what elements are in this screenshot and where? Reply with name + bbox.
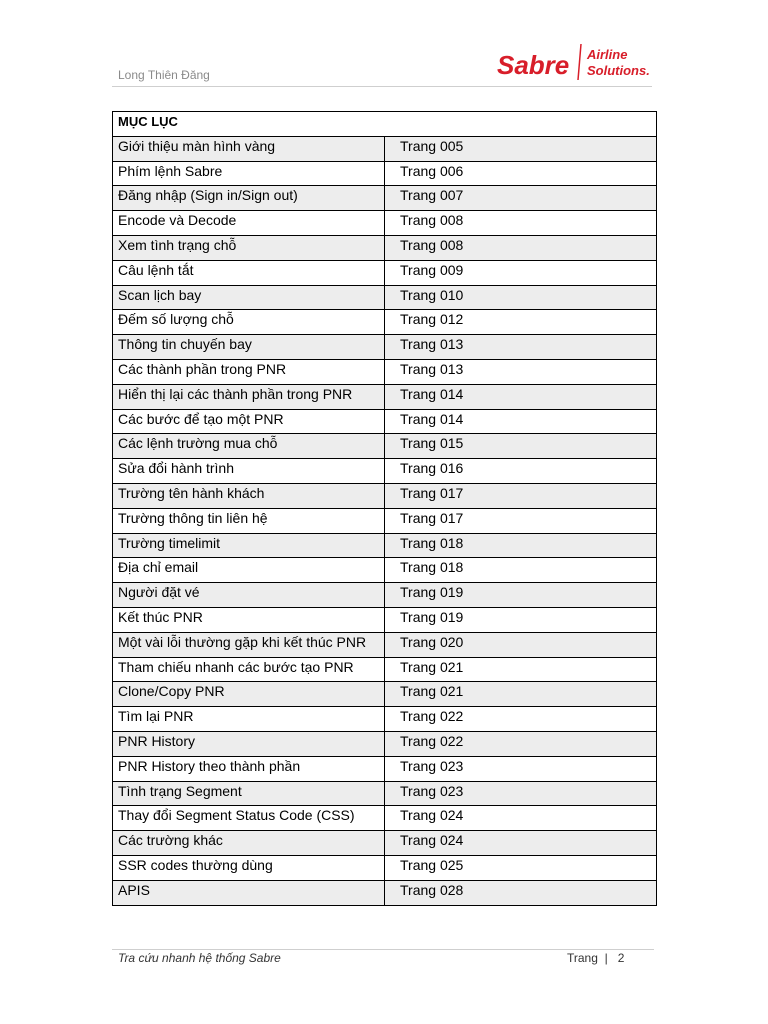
toc-topic: Địa chỉ email bbox=[113, 558, 385, 583]
toc-topic: Clone/Copy PNR bbox=[113, 682, 385, 707]
toc-page: Trang 008 bbox=[385, 235, 657, 260]
toc-page: Trang 024 bbox=[385, 831, 657, 856]
table-row bbox=[113, 533, 657, 558]
toc-page: Trang 018 bbox=[385, 558, 657, 583]
toc-page: Trang 014 bbox=[385, 384, 657, 409]
toc-topic: Thay đổi Segment Status Code (CSS) bbox=[113, 806, 385, 831]
table-row bbox=[113, 831, 657, 856]
toc-topic: Sửa đổi hành trình bbox=[113, 459, 385, 484]
footer-page-number bbox=[567, 951, 624, 965]
toc-topic: PNR History bbox=[113, 731, 385, 756]
table-row bbox=[113, 682, 657, 707]
toc-title: MỤC LỤC bbox=[113, 112, 657, 137]
table-row bbox=[113, 657, 657, 682]
table-row bbox=[113, 558, 657, 583]
table-row bbox=[113, 161, 657, 186]
toc-page: Trang 008 bbox=[385, 211, 657, 236]
toc-page: Trang 024 bbox=[385, 806, 657, 831]
toc-topic: Các bước để tạo một PNR bbox=[113, 409, 385, 434]
toc-page: Trang 020 bbox=[385, 632, 657, 657]
table-row bbox=[113, 781, 657, 806]
toc-topic: Trường timelimit bbox=[113, 533, 385, 558]
toc-page: Trang 013 bbox=[385, 335, 657, 360]
toc-topic: Câu lệnh tắt bbox=[113, 260, 385, 285]
toc-page: Trang 022 bbox=[385, 731, 657, 756]
table-row bbox=[113, 756, 657, 781]
table-row bbox=[113, 186, 657, 211]
table-row bbox=[113, 409, 657, 434]
table-row bbox=[113, 583, 657, 608]
toc-topic: Encode và Decode bbox=[113, 211, 385, 236]
table-row bbox=[113, 459, 657, 484]
table-row bbox=[113, 731, 657, 756]
toc-topic: Thông tin chuyến bay bbox=[113, 335, 385, 360]
table-row bbox=[113, 707, 657, 732]
toc-page: Trang 013 bbox=[385, 359, 657, 384]
table-row bbox=[113, 434, 657, 459]
logo-brand-text: Sabre bbox=[497, 50, 570, 80]
table-of-contents bbox=[112, 111, 657, 906]
toc-topic: Phím lệnh Sabre bbox=[113, 161, 385, 186]
toc-topic: Đăng nhập (Sign in/Sign out) bbox=[113, 186, 385, 211]
toc-topic: Tham chiếu nhanh các bước tạo PNR bbox=[113, 657, 385, 682]
toc-topic: Các trường khác bbox=[113, 831, 385, 856]
toc-page: Trang 012 bbox=[385, 310, 657, 335]
toc-page: Trang 014 bbox=[385, 409, 657, 434]
toc-topic: Scan lịch bay bbox=[113, 285, 385, 310]
toc-topic: Trường tên hành khách bbox=[113, 483, 385, 508]
table-row bbox=[113, 136, 657, 161]
table-row bbox=[113, 335, 657, 360]
toc-page: Trang 023 bbox=[385, 781, 657, 806]
logo-divider bbox=[578, 44, 581, 80]
toc-page: Trang 017 bbox=[385, 483, 657, 508]
toc-page: Trang 028 bbox=[385, 880, 657, 905]
toc-topic: Xem tình trạng chỗ bbox=[113, 235, 385, 260]
toc-topic: Tìm lại PNR bbox=[113, 707, 385, 732]
toc-page: Trang 022 bbox=[385, 707, 657, 732]
toc-page: Trang 015 bbox=[385, 434, 657, 459]
toc-topic: Hiển thị lại các thành phần trong PNR bbox=[113, 384, 385, 409]
table-row bbox=[113, 483, 657, 508]
toc-page: Trang 009 bbox=[385, 260, 657, 285]
table-row bbox=[113, 310, 657, 335]
sabre-airline-solutions-logo bbox=[495, 40, 655, 82]
toc-topic: Trường thông tin liên hệ bbox=[113, 508, 385, 533]
toc-page: Trang 021 bbox=[385, 657, 657, 682]
toc-page: Trang 023 bbox=[385, 756, 657, 781]
toc-topic: Tình trạng Segment bbox=[113, 781, 385, 806]
toc-page: Trang 006 bbox=[385, 161, 657, 186]
table-row bbox=[113, 880, 657, 905]
table-row bbox=[113, 806, 657, 831]
toc-page: Trang 010 bbox=[385, 285, 657, 310]
table-row bbox=[113, 508, 657, 533]
toc-topic: SSR codes thường dùng bbox=[113, 855, 385, 880]
footer-document-title: Tra cứu nhanh hệ thống Sabre bbox=[118, 951, 281, 965]
table-row bbox=[113, 285, 657, 310]
author-name: Long Thiên Đăng bbox=[118, 68, 210, 82]
toc-page: Trang 005 bbox=[385, 136, 657, 161]
toc-page: Trang 017 bbox=[385, 508, 657, 533]
table-row bbox=[113, 235, 657, 260]
toc-topic: Đếm số lượng chỗ bbox=[113, 310, 385, 335]
toc-header-row bbox=[113, 112, 657, 137]
toc-topic: Một vài lỗi thường gặp khi kết thúc PNR bbox=[113, 632, 385, 657]
table-row bbox=[113, 260, 657, 285]
footer-page-label: Trang bbox=[567, 951, 598, 965]
table-row bbox=[113, 359, 657, 384]
table-row bbox=[113, 211, 657, 236]
toc-topic: Các lệnh trường mua chỗ bbox=[113, 434, 385, 459]
toc-topic: Các thành phần trong PNR bbox=[113, 359, 385, 384]
toc-topic: Giới thiệu màn hình vàng bbox=[113, 136, 385, 161]
toc-page: Trang 018 bbox=[385, 533, 657, 558]
toc-page: Trang 016 bbox=[385, 459, 657, 484]
table-row bbox=[113, 855, 657, 880]
toc-page: Trang 019 bbox=[385, 607, 657, 632]
table-row bbox=[113, 384, 657, 409]
logo-tagline-line1: Airline bbox=[587, 47, 628, 62]
toc-topic: APIS bbox=[113, 880, 385, 905]
footer-rule bbox=[112, 949, 654, 950]
toc-topic: Kết thúc PNR bbox=[113, 607, 385, 632]
toc-page: Trang 019 bbox=[385, 583, 657, 608]
toc-body bbox=[113, 136, 657, 905]
footer-separator: | bbox=[604, 951, 608, 965]
logo-tagline-line2: Solutions. bbox=[587, 63, 650, 78]
footer-page-value: 2 bbox=[617, 951, 625, 965]
header-rule bbox=[112, 86, 652, 87]
toc-page: Trang 025 bbox=[385, 855, 657, 880]
toc-topic: PNR History theo thành phần bbox=[113, 756, 385, 781]
toc-page: Trang 007 bbox=[385, 186, 657, 211]
table-row bbox=[113, 632, 657, 657]
toc-page: Trang 021 bbox=[385, 682, 657, 707]
toc-topic: Người đặt vé bbox=[113, 583, 385, 608]
table-row bbox=[113, 607, 657, 632]
